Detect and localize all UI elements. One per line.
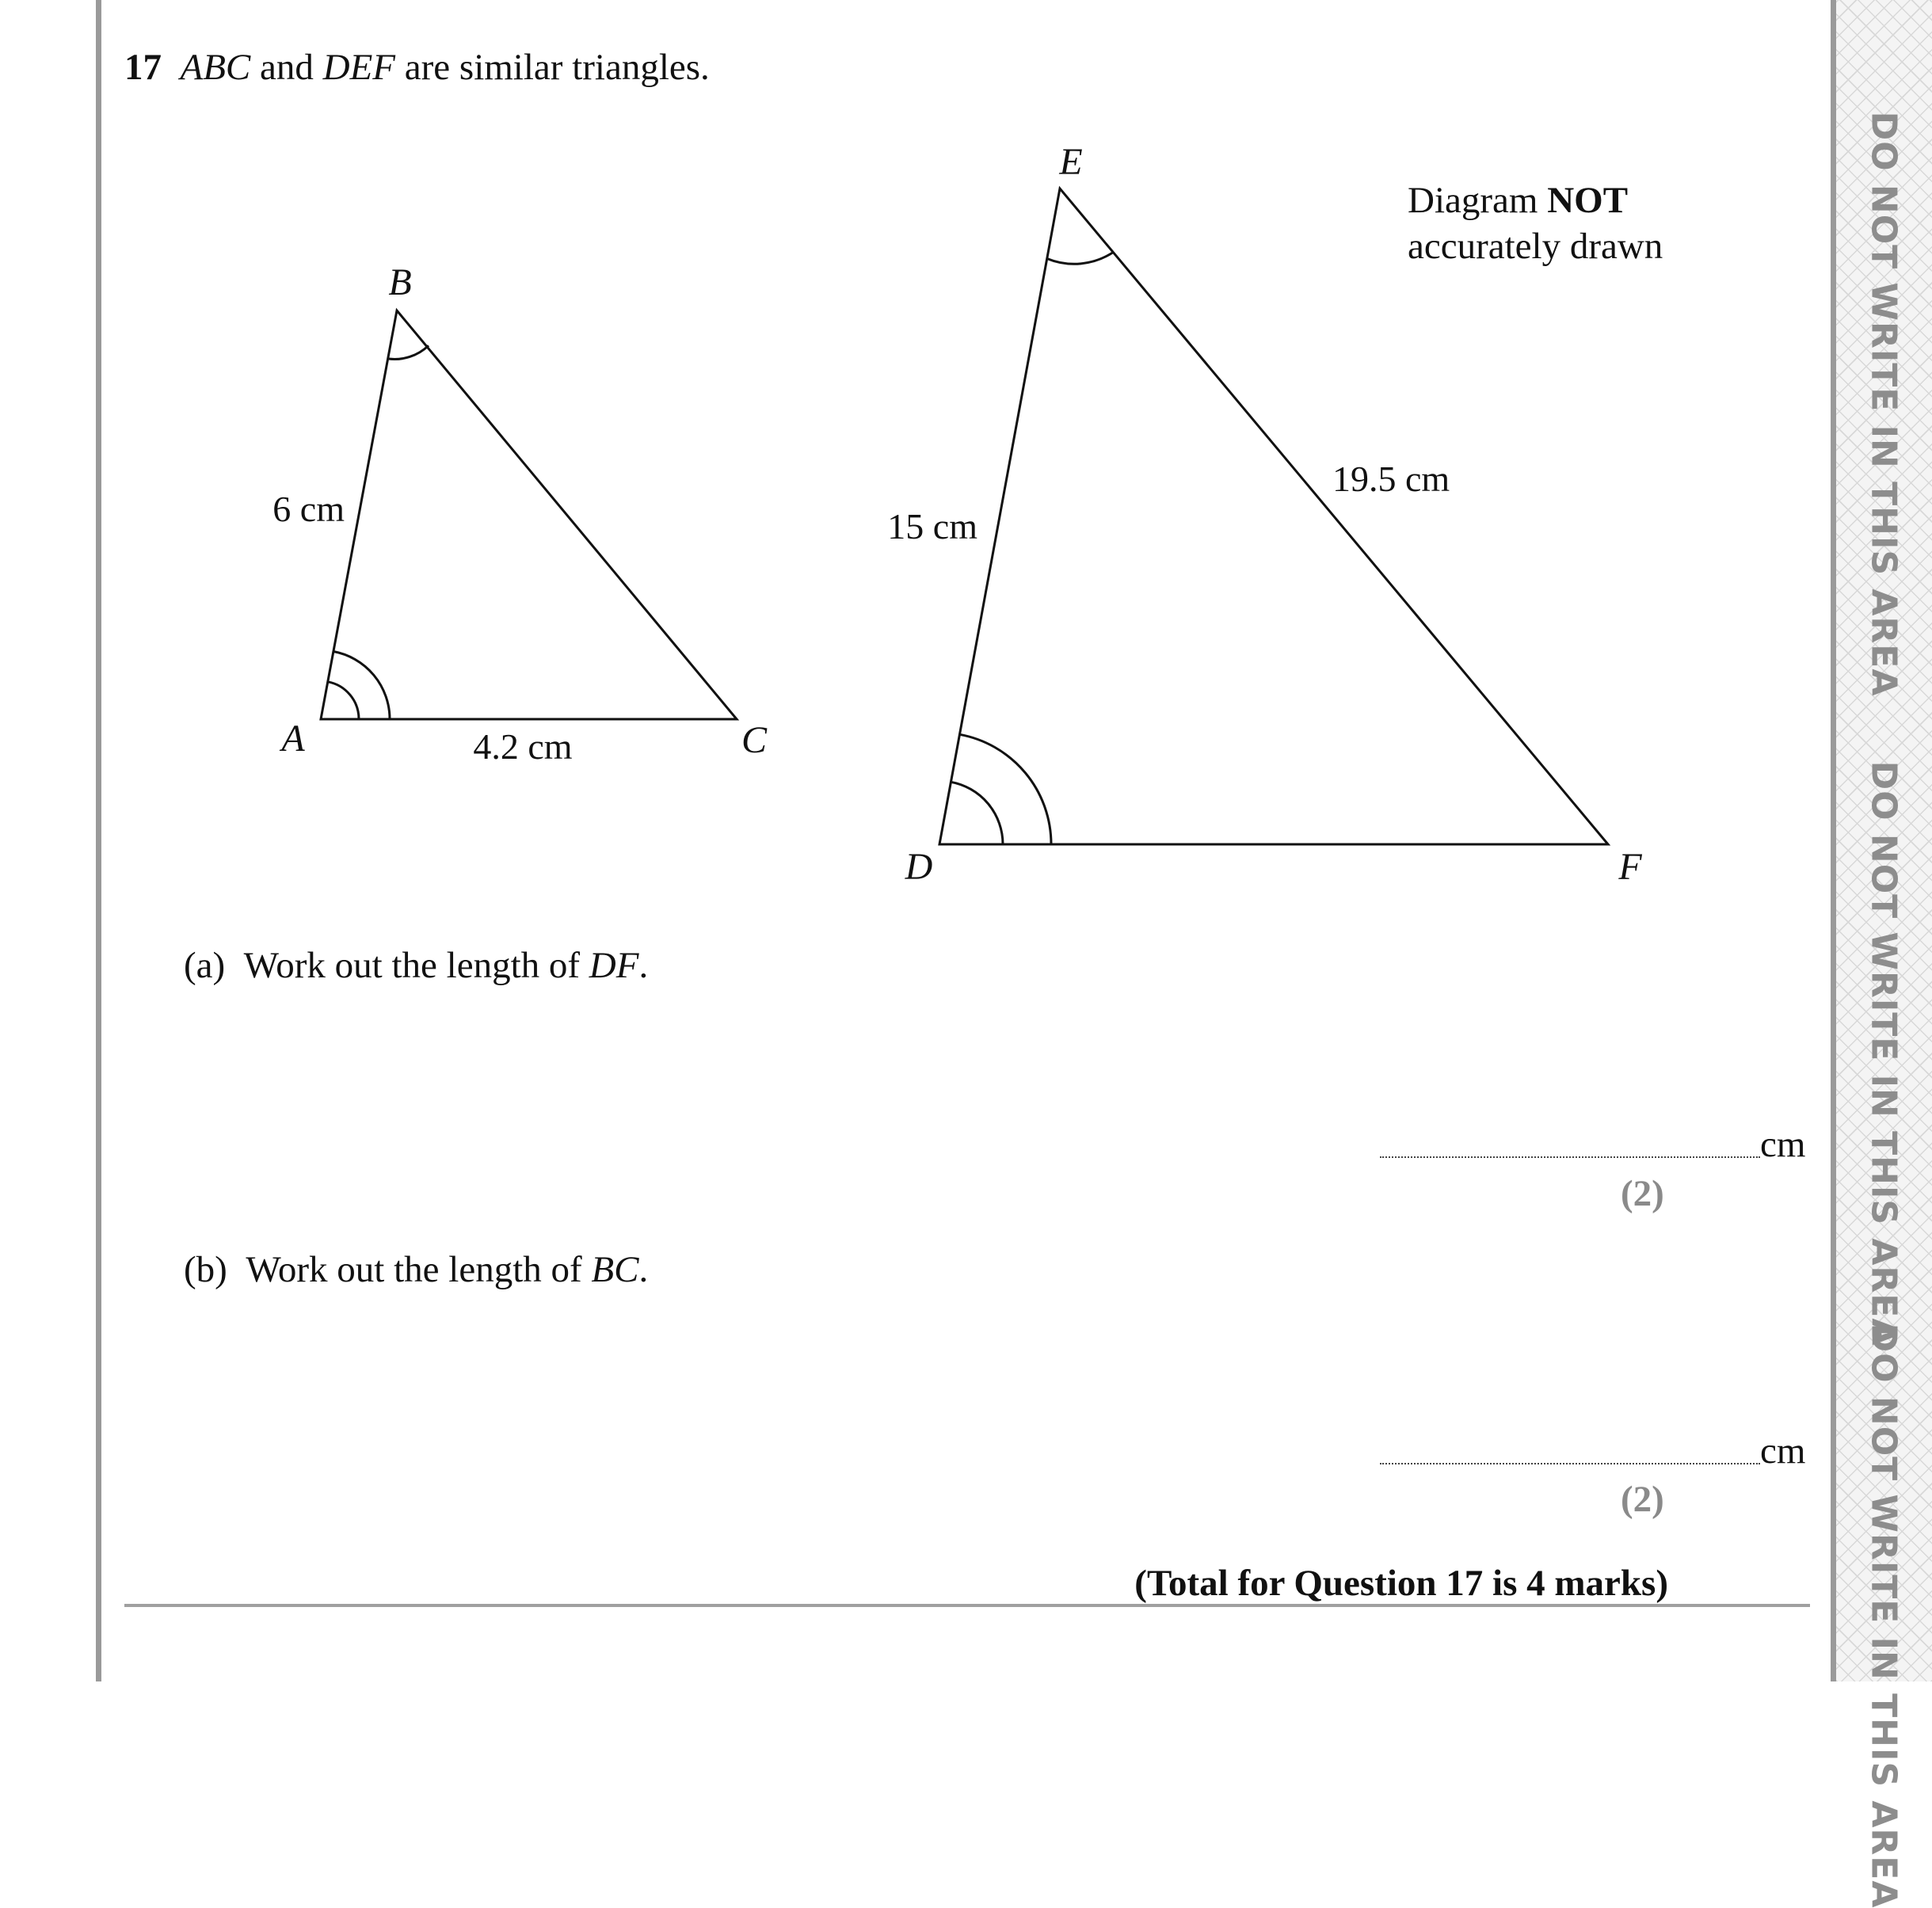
part-a-label: (a) [184, 945, 226, 986]
part-b-answer-line[interactable] [1380, 1463, 1760, 1464]
angle-b-arc [388, 345, 429, 359]
part-a-text: Work out the length of [243, 945, 589, 986]
triangle-name-abc: ABC [180, 47, 251, 88]
margin-warning-top: DO NOT WRITE IN THIS AREA [1863, 111, 1904, 697]
stem-end: are similar triangles. [395, 47, 710, 88]
angle-e-arc [1047, 253, 1114, 265]
vertex-label-e: E [1059, 141, 1083, 183]
angle-a-arc-inner [328, 682, 359, 719]
triangle-abc [321, 310, 737, 719]
vertex-label-d: D [905, 846, 933, 888]
question-number: 17 [124, 47, 162, 88]
angle-d-arc-inner [951, 782, 1003, 844]
diagram-note-line1 [1408, 180, 1628, 221]
part-a-question [184, 944, 648, 987]
angle-a-arc-outer [333, 652, 390, 720]
margin-warning-bottom: DO NOT WRITE IN THIS AREA [1863, 1323, 1904, 1908]
margin-warning-middle: DO NOT WRITE IN THIS AREA [1863, 760, 1904, 1346]
diagram-note-line2: accurately drawn [1408, 226, 1663, 267]
question-total: (Total for Question 17 is 4 marks) [1134, 1563, 1668, 1604]
side-label-ac: 4.2 cm [473, 726, 573, 767]
triangle-name-def: DEF [322, 47, 396, 88]
similar-triangles-diagram [0, 0, 1822, 935]
part-a-marks: (2) [1621, 1173, 1664, 1214]
part-b-text: Work out the length of [246, 1249, 592, 1290]
part-b-marks: (2) [1621, 1479, 1664, 1520]
part-a-segment: DF [589, 945, 639, 986]
vertex-label-b: B [388, 261, 412, 303]
part-b-segment: BC [591, 1249, 639, 1290]
question-end-rule [124, 1604, 1810, 1607]
vertex-label-c: C [741, 719, 768, 761]
part-a-answer-line[interactable] [1380, 1156, 1760, 1158]
triangle-def [939, 189, 1608, 844]
diagram-note-bold: NOT [1547, 180, 1629, 221]
vertex-label-f: F [1618, 846, 1642, 888]
part-b-question [184, 1248, 648, 1291]
part-a-end: . [638, 945, 649, 986]
side-label-de: 15 cm [887, 506, 977, 547]
right-margin-rule [1831, 0, 1836, 1681]
part-b-label: (b) [184, 1249, 227, 1290]
part-a-unit: cm [1760, 1124, 1806, 1165]
part-b-unit: cm [1760, 1430, 1806, 1472]
side-label-ab: 6 cm [272, 489, 345, 529]
vertex-label-a: A [281, 718, 305, 760]
stem-and: and [250, 47, 323, 88]
side-label-ef: 19.5 cm [1332, 459, 1450, 499]
part-b-end: . [638, 1249, 649, 1290]
diagram-note-prefix: Diagram [1408, 180, 1548, 221]
